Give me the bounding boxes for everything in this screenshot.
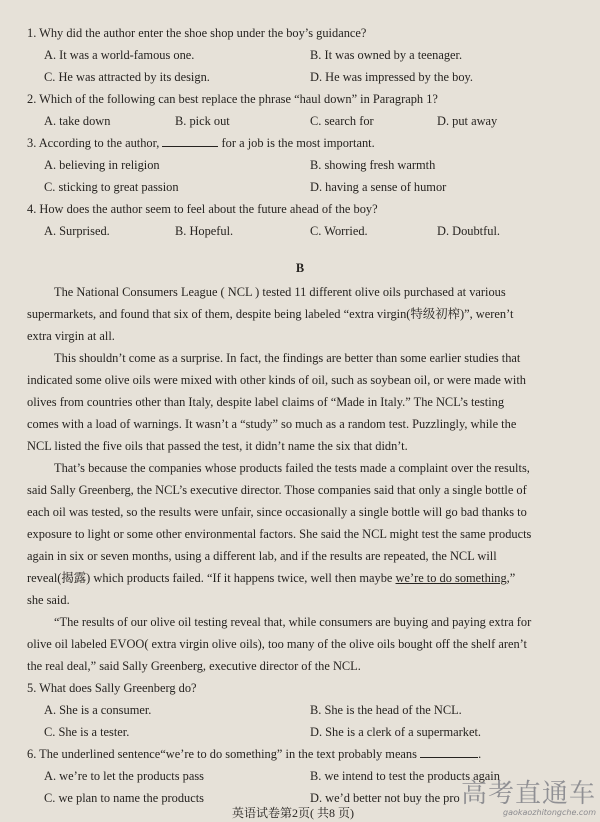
passage-line: “The results of our olive oil testing reveal that, while consumers are buying and paying extra for xyxy=(54,615,532,629)
question-6-stem-after: . xyxy=(478,747,482,761)
question-2-stem: 2. Which of the following can best replace the phrase “haul down” in Paragraph 1? xyxy=(27,92,438,106)
question-3-blank xyxy=(162,136,218,147)
question-3-stem-before: 3. According to the author, xyxy=(27,136,160,150)
question-4-option-d: D. Doubtful. xyxy=(437,224,500,238)
question-1-stem: 1. Why did the author enter the shoe shop under the boy’s guidance? xyxy=(27,26,367,40)
page-footer: 英语试卷第2页( 共8 页) xyxy=(232,806,354,820)
question-4-option-c: C. Worried. xyxy=(310,224,368,238)
question-1-option-a: A. It was a world-famous one. xyxy=(44,48,195,62)
passage-line: This shouldn’t come as a surprise. In fact, the findings are better than some earlier studies that xyxy=(54,351,521,365)
question-5-option-a: A. She is a consumer. xyxy=(44,703,152,717)
question-5-option-c: C. She is a tester. xyxy=(44,725,130,739)
question-4-option-b: B. Hopeful. xyxy=(175,224,234,238)
question-5-stem: 5. What does Sally Greenberg do? xyxy=(27,681,197,695)
question-4-option-a: A. Surprised. xyxy=(44,224,110,238)
question-5-option-d: D. She is a clerk of a supermarket. xyxy=(310,725,482,739)
question-2-option-d: D. put away xyxy=(437,114,498,128)
question-3-option-a: A. believing in religion xyxy=(44,158,160,172)
question-3-stem-after: for a job is the most important. xyxy=(221,136,375,150)
question-6-stem-before: 6. The underlined sentence“we’re to do something” in the text probably means xyxy=(27,747,417,761)
question-3-stem xyxy=(27,136,375,151)
question-3-option-d: D. having a sense of humor xyxy=(310,180,447,194)
passage-line: extra virgin at all. xyxy=(27,329,115,343)
watermark-logo xyxy=(461,780,596,818)
passage-text: ,” xyxy=(506,571,516,585)
watermark-url: gaokaozhitongche.com xyxy=(503,808,596,817)
passage-line: exposure to light or some other environmental factors. She said the NCL might test the same products xyxy=(27,527,532,541)
question-6-option-b: B. we intend to test the products again xyxy=(310,769,500,783)
passage-line: said Sally Greenberg, the NCL’s executive director. Those companies said that only a single bottle of xyxy=(27,483,527,497)
passage-line: comes with a load of warnings. It wasn’t a “study” so much as a random test. Puzzlingly, while the xyxy=(27,417,517,431)
passage-line: olive oil labeled EVOO( extra virgin olive oils), too many of the olive oils bought off the shelf aren’t xyxy=(27,637,527,651)
passage-line xyxy=(27,571,515,586)
section-heading: B xyxy=(295,261,305,275)
passage-line: The National Consumers League ( NCL ) tested 11 different olive oils purchased at various xyxy=(54,285,506,299)
question-3-option-c: C. sticking to great passion xyxy=(44,180,179,194)
question-2-option-a: A. take down xyxy=(44,114,111,128)
passage-text: reveal(揭露) which products failed. “If it happens twice, well then maybe xyxy=(27,571,393,585)
question-2-option-c: C. search for xyxy=(310,114,374,128)
question-3-option-b: B. showing fresh warmth xyxy=(310,158,436,172)
watermark-title: 高考直通车 xyxy=(460,779,596,809)
question-5-option-b: B. She is the head of the NCL. xyxy=(310,703,462,717)
passage-line: she said. xyxy=(27,593,70,607)
passage-line: supermarkets, and found that six of them, despite being labeled “extra virgin(特级初榨)”, weren’t xyxy=(27,307,514,321)
passage-line: olives from countries other than Italy, despite label claims of “Made in Italy.” The NCL’s testing xyxy=(27,395,505,409)
passage-line: again in six or seven months, using a different lab, and if the results are repeated, the NCL will xyxy=(27,549,497,563)
question-6-blank xyxy=(420,747,478,758)
question-1-option-c: C. He was attracted by its design. xyxy=(44,70,210,84)
question-6-stem xyxy=(27,747,481,762)
passage-line: That’s because the companies whose products failed the tests made a complaint over the results, xyxy=(54,461,530,475)
passage-line: NCL listed the five oils that passed the test, it didn’t name the six that didn’t. xyxy=(27,439,408,453)
question-2-option-b: B. pick out xyxy=(175,114,230,128)
underlined-sentence: we’re to do something xyxy=(395,571,507,585)
question-6-option-c: C. we plan to name the products xyxy=(44,791,205,805)
question-1-option-b: B. It was owned by a teenager. xyxy=(310,48,463,62)
passage-line: indicated some olive oils were mixed with other kinds of oil, such as soybean oil, or were made with xyxy=(27,373,526,387)
question-1-option-d: D. He was impressed by the boy. xyxy=(310,70,473,84)
question-6-option-a: A. we’re to let the products pass xyxy=(44,769,205,783)
question-6-option-d: D. we’d better not buy the pro xyxy=(310,791,460,805)
passage-line: each oil was tested, so the results were unfair, since occasionally a single bottle will go bad thanks to xyxy=(27,505,527,519)
passage-line: the real deal,” said Sally Greenberg, executive director of the NCL. xyxy=(27,659,361,673)
question-4-stem: 4. How does the author seem to feel about the future ahead of the boy? xyxy=(27,202,378,216)
